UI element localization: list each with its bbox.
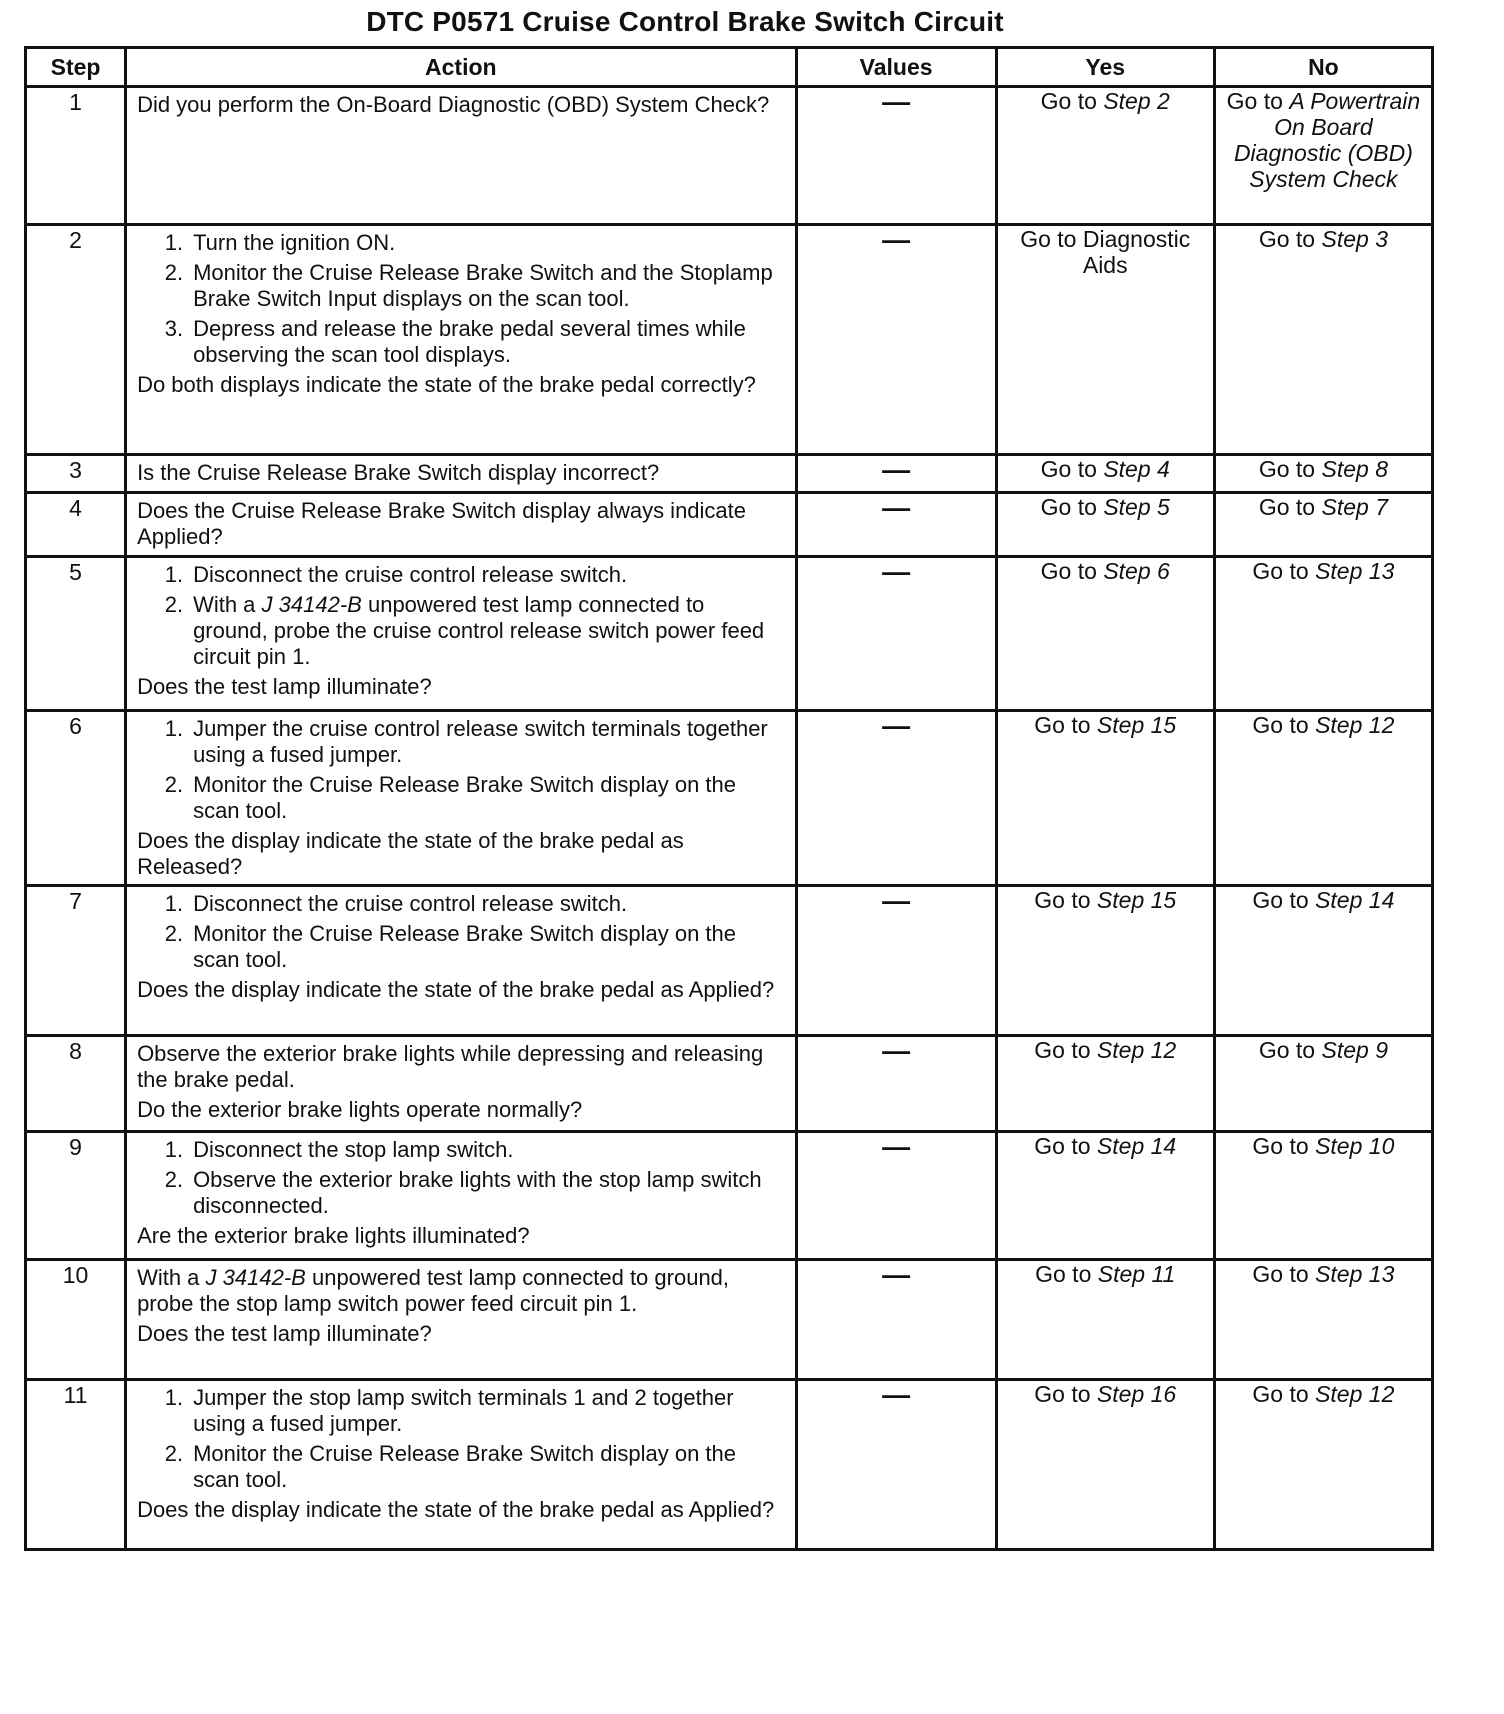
goto-prefix: Go to <box>1226 88 1283 114</box>
yes-cell <box>996 1380 1214 1550</box>
goto-step-link[interactable]: Step 12 <box>1096 1037 1177 1063</box>
action-step-number: 3. <box>164 316 184 341</box>
table-row <box>26 225 1433 455</box>
action-text-part: With a <box>193 592 256 617</box>
goto-step-link[interactable]: Step 7 <box>1321 494 1388 520</box>
table-row <box>26 493 1433 557</box>
table-row <box>26 455 1433 493</box>
table-row <box>26 1036 1433 1132</box>
goto-step-link[interactable]: Step 12 <box>1315 1381 1395 1407</box>
goto-step-link[interactable]: Step 14 <box>1096 1133 1177 1159</box>
yes-cell <box>996 557 1214 711</box>
goto-prefix: Go to <box>1258 494 1316 520</box>
goto-prefix: Go to <box>1258 1037 1316 1063</box>
values-cell: — <box>796 1036 996 1132</box>
step-number: 4 <box>26 493 126 557</box>
no-cell <box>1214 1036 1432 1132</box>
step-number: 5 <box>26 557 126 711</box>
header-step: Step <box>26 48 126 87</box>
table-row <box>26 1380 1433 1550</box>
goto-step-link[interactable]: A Powertrain On Board Diagnostic (OBD) System Check <box>1233 88 1421 192</box>
goto-prefix: Go to <box>1034 1133 1091 1159</box>
action-text <box>137 1265 784 1317</box>
goto-step-link[interactable]: Step 16 <box>1096 1381 1177 1407</box>
action-step-item <box>137 1441 784 1493</box>
action-cell <box>126 455 796 493</box>
table-header-row <box>26 48 1433 87</box>
yes-cell <box>996 1132 1214 1260</box>
action-step-item <box>137 716 784 768</box>
goto-prefix: Go to <box>1035 1261 1092 1287</box>
action-step-number: 1. <box>164 562 184 587</box>
action-step-number: 1. <box>164 1137 184 1162</box>
goto-prefix: Go to <box>1034 1037 1091 1063</box>
yes-cell <box>996 493 1214 557</box>
values-cell: — <box>796 886 996 1036</box>
action-step-item <box>137 562 784 588</box>
goto-step-link[interactable]: Step 15 <box>1096 887 1177 913</box>
header-action: Action <box>126 48 796 87</box>
action-text: Did you perform the On-Board Diagnostic (OBD) System Check? <box>137 92 770 117</box>
action-text: Does the Cruise Release Brake Switch display always indicate Applied? <box>137 498 747 549</box>
goto-prefix: Go to <box>1034 887 1091 913</box>
step-number: 10 <box>26 1260 126 1380</box>
action-step-number: 1. <box>164 716 184 741</box>
action-step-item <box>137 891 784 917</box>
goto-step-link[interactable]: Step 10 <box>1315 1133 1395 1159</box>
action-step-number: 1. <box>164 230 184 255</box>
action-step-text: Disconnect the cruise control release switch. <box>193 562 628 587</box>
action-step-text: Observe the exterior brake lights with the stop lamp switch disconnected. <box>193 1167 762 1218</box>
goto-step-link[interactable]: Step 6 <box>1103 558 1170 584</box>
action-question: Does the display indicate the state of the brake pedal as Applied? <box>137 1497 775 1522</box>
action-question: Does the test lamp illuminate? <box>137 674 432 699</box>
goto-step-link[interactable]: Step 12 <box>1315 712 1395 738</box>
no-cell <box>1214 1380 1432 1550</box>
header-yes: Yes <box>996 48 1214 87</box>
action-steps-list <box>137 230 784 368</box>
goto-prefix: Go to Diagnostic Aids <box>1020 226 1191 278</box>
action-cell <box>126 493 796 557</box>
action-step-text: Turn the ignition ON. <box>193 230 396 255</box>
action-cell <box>126 557 796 711</box>
goto-step-link[interactable]: Step 4 <box>1103 456 1170 482</box>
action-step-item <box>137 1137 784 1163</box>
action-step-number: 1. <box>164 1385 184 1410</box>
action-step-text: Monitor the Cruise Release Brake Switch display on the scan tool. <box>193 772 736 823</box>
action-step-item <box>137 592 784 670</box>
action-step-item <box>137 921 784 973</box>
step-number: 3 <box>26 455 126 493</box>
step-number: 6 <box>26 711 126 886</box>
goto-prefix: Go to <box>1034 712 1091 738</box>
yes-cell <box>996 87 1214 225</box>
action-cell <box>126 1260 796 1380</box>
action-steps-list <box>137 1137 784 1219</box>
goto-prefix: Go to <box>1040 88 1097 114</box>
yes-cell <box>996 711 1214 886</box>
action-step-text: Monitor the Cruise Release Brake Switch display on the scan tool. <box>193 1441 736 1492</box>
diagnostic-table <box>24 46 1434 1551</box>
no-cell <box>1214 87 1432 225</box>
action-question: Does the display indicate the state of the brake pedal as Applied? <box>137 977 775 1002</box>
action-step-number: 2. <box>164 1167 184 1192</box>
values-cell: — <box>796 711 996 886</box>
action-step-text: Disconnect the cruise control release switch. <box>193 891 628 916</box>
goto-prefix: Go to <box>1040 494 1097 520</box>
goto-step-link[interactable]: Step 9 <box>1321 1037 1388 1063</box>
action-text-part: unpowered test lamp connected to ground, probe the stop lamp switch power feed circuit pin 1. <box>137 1265 730 1316</box>
yes-cell <box>996 225 1214 455</box>
yes-cell <box>996 886 1214 1036</box>
goto-step-link[interactable]: Step 5 <box>1103 494 1170 520</box>
page-title: DTC P0571 Cruise Control Brake Switch Circuit <box>366 6 1004 37</box>
step-number: 2 <box>26 225 126 455</box>
tool-name: J 34142-B <box>261 592 362 617</box>
action-cell <box>126 711 796 886</box>
goto-step-link[interactable]: Step 15 <box>1096 712 1177 738</box>
action-cell <box>126 225 796 455</box>
goto-prefix: Go to <box>1040 558 1097 584</box>
no-cell <box>1214 886 1432 1036</box>
action-cell <box>126 1036 796 1132</box>
no-cell <box>1214 1260 1432 1380</box>
goto-step-link[interactable]: Step 14 <box>1315 887 1395 913</box>
values-cell: — <box>796 493 996 557</box>
action-step-text: Disconnect the stop lamp switch. <box>193 1137 514 1162</box>
no-cell <box>1214 557 1432 711</box>
goto-step-link[interactable]: Step 13 <box>1315 1261 1395 1287</box>
header-values: Values <box>796 48 996 87</box>
action-question: Do both displays indicate the state of the brake pedal correctly? <box>137 372 756 397</box>
action-step-item <box>137 1385 784 1437</box>
action-step-item <box>137 1167 784 1219</box>
action-step-number: 2. <box>164 592 184 617</box>
goto-prefix: Go to <box>1252 1133 1309 1159</box>
no-cell <box>1214 455 1432 493</box>
goto-prefix: Go to <box>1252 1261 1309 1287</box>
table-row <box>26 557 1433 711</box>
header-no: No <box>1214 48 1432 87</box>
goto-step-link[interactable]: Step 2 <box>1103 88 1170 114</box>
action-cell <box>126 1380 796 1550</box>
action-question: Do the exterior brake lights operate normally? <box>137 1097 583 1122</box>
yes-cell <box>996 455 1214 493</box>
action-step-number: 1. <box>164 891 184 916</box>
values-cell: — <box>796 455 996 493</box>
action-step-text: Depress and release the brake pedal several times while observing the scan tool displays. <box>193 316 746 367</box>
action-text-part: With a <box>137 1265 200 1290</box>
goto-prefix: Go to <box>1252 887 1309 913</box>
table-row <box>26 711 1433 886</box>
action-cell <box>126 1132 796 1260</box>
table-row <box>26 1132 1433 1260</box>
action-step-number: 2. <box>164 772 184 797</box>
action-step-number: 2. <box>164 921 184 946</box>
action-question: Are the exterior brake lights illuminated? <box>137 1223 530 1248</box>
goto-prefix: Go to <box>1252 558 1309 584</box>
values-cell: — <box>796 225 996 455</box>
table-row <box>26 87 1433 225</box>
goto-step-link[interactable]: Step 8 <box>1321 456 1388 482</box>
goto-step-link[interactable]: Step 11 <box>1097 1261 1176 1287</box>
action-step-text: Jumper the cruise control release switch terminals together using a fused jumper. <box>193 716 768 767</box>
yes-cell <box>996 1260 1214 1380</box>
action-step-number: 2. <box>164 1441 184 1466</box>
action-step-item <box>137 316 784 368</box>
action-cell <box>126 886 796 1036</box>
step-number: 7 <box>26 886 126 1036</box>
goto-prefix: Go to <box>1252 1381 1309 1407</box>
action-text: Is the Cruise Release Brake Switch display incorrect? <box>137 460 660 485</box>
action-step-text: Jumper the stop lamp switch terminals 1 and 2 together using a fused jumper. <box>193 1385 734 1436</box>
no-cell <box>1214 493 1432 557</box>
action-step-item <box>137 230 784 256</box>
action-step-text: Monitor the Cruise Release Brake Switch display on the scan tool. <box>193 921 736 972</box>
step-number: 8 <box>26 1036 126 1132</box>
values-cell: — <box>796 87 996 225</box>
yes-cell <box>996 1036 1214 1132</box>
values-cell: — <box>796 1380 996 1550</box>
action-steps-list <box>137 891 784 973</box>
action-step-item <box>137 260 784 312</box>
action-text: Observe the exterior brake lights while depressing and releasing the brake pedal. <box>137 1041 764 1092</box>
action-text-part: unpowered test lamp connected to ground, probe the cruise control release switch power feed circuit pin 1. <box>193 592 765 669</box>
tool-name: J 34142-B <box>205 1265 306 1290</box>
action-step-text <box>193 592 784 670</box>
goto-prefix: Go to <box>1252 712 1309 738</box>
action-question: Does the display indicate the state of the brake pedal as Released? <box>137 828 684 879</box>
action-question: Does the test lamp illuminate? <box>137 1321 432 1346</box>
goto-prefix: Go to <box>1040 456 1097 482</box>
step-number: 11 <box>26 1380 126 1550</box>
action-steps-list <box>137 1385 784 1493</box>
values-cell: — <box>796 1132 996 1260</box>
action-step-text: Monitor the Cruise Release Brake Switch and the Stoplamp Brake Switch Input displays on the scan tool. <box>193 260 773 311</box>
goto-prefix: Go to <box>1258 456 1316 482</box>
action-cell <box>126 87 796 225</box>
action-step-number: 2. <box>164 260 184 285</box>
values-cell: — <box>796 1260 996 1380</box>
action-step-item <box>137 772 784 824</box>
action-steps-list <box>137 562 784 670</box>
table-row <box>26 886 1433 1036</box>
goto-prefix: Go to <box>1258 226 1316 252</box>
no-cell <box>1214 1132 1432 1260</box>
table-row <box>26 1260 1433 1380</box>
no-cell <box>1214 225 1432 455</box>
goto-step-link[interactable]: Step 13 <box>1315 558 1395 584</box>
goto-step-link[interactable]: Step 3 <box>1321 226 1388 252</box>
step-number: 1 <box>26 87 126 225</box>
values-cell: — <box>796 557 996 711</box>
action-steps-list <box>137 716 784 824</box>
goto-prefix: Go to <box>1034 1381 1091 1407</box>
step-number: 9 <box>26 1132 126 1260</box>
no-cell <box>1214 711 1432 886</box>
